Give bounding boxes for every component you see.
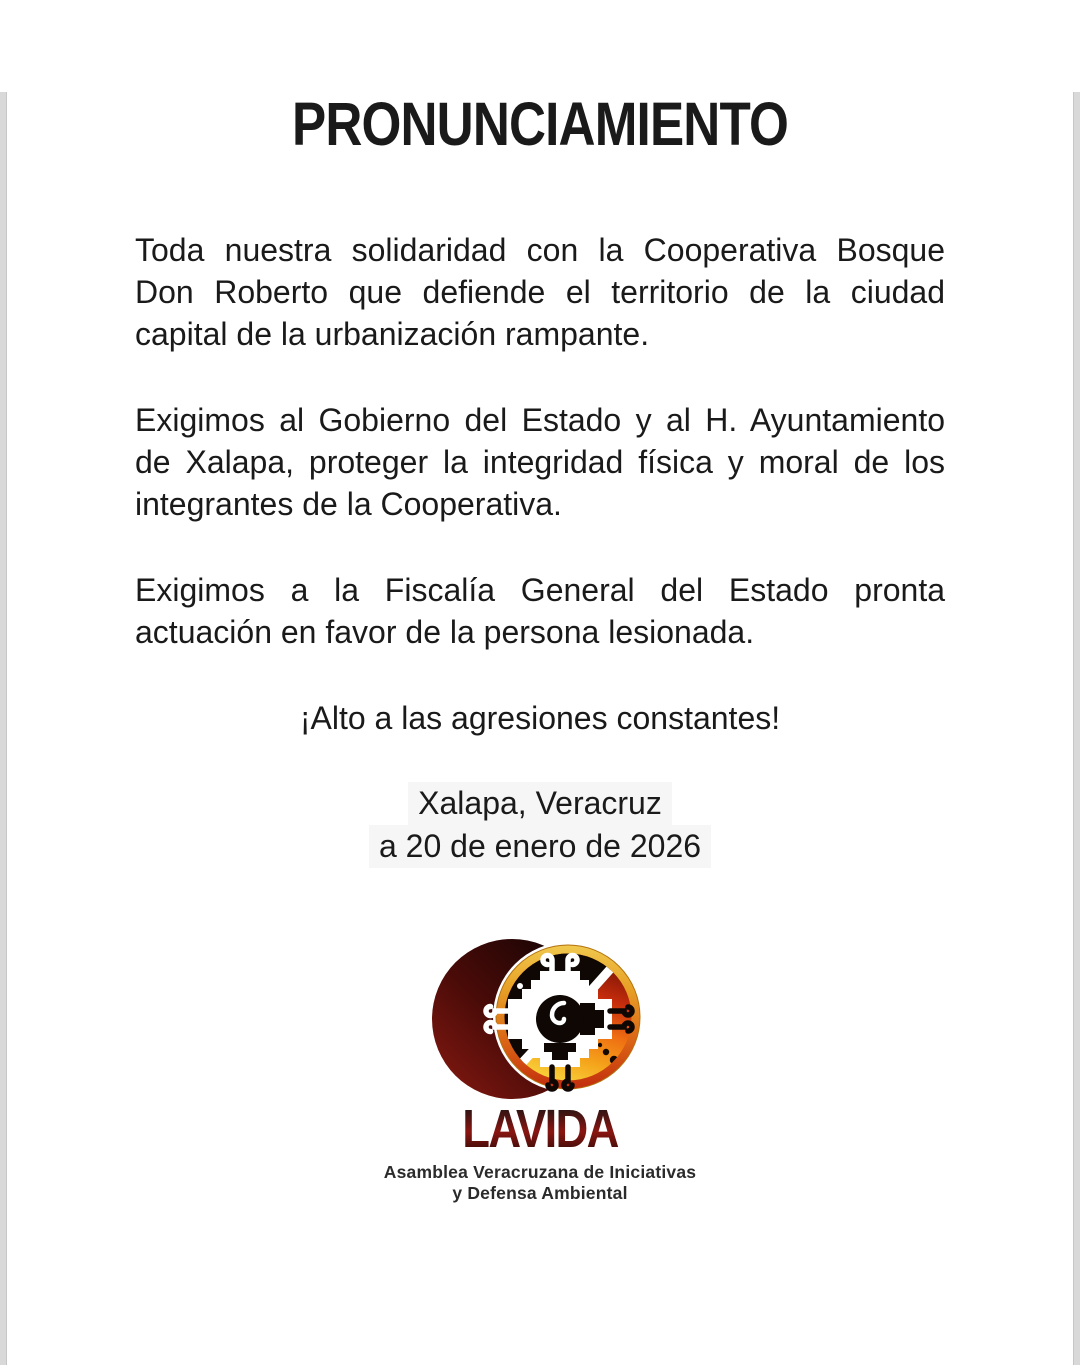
logo-subtitle-line1: Asamblea Veracruzana de Iniciativas [383,1162,697,1182]
date-text: a 20 de enero de 2026 [369,825,711,868]
place-line [135,782,945,825]
slogan-line: ¡Alto a las agresiones constantes! [299,700,781,736]
paragraph-line: capital de la urbanización rampante. [135,316,650,352]
paragraph-line: actuación en favor de la persona lesionada. [135,614,755,650]
logo-subtitle-line2: y Defensa Ambiental [452,1183,628,1203]
paragraph-line: Exigimos a la Fiscalía General del Estado pronta [135,572,945,608]
paragraph-demand-prosecutor [135,569,945,653]
paragraph-line: Exigimos al Gobierno del Estado y al H. Ayuntamiento [135,402,945,438]
lavida-logo [135,933,945,1204]
date-line [135,825,945,868]
page-edge-right [1073,92,1080,1365]
paragraph-demand-government [135,399,945,525]
paragraph-line: integrantes de la Cooperativa. [135,486,562,522]
lavida-wordmark: LAVIDA [200,1103,880,1155]
page-edge-left [0,92,7,1365]
paragraph-solidarity [135,229,945,355]
paragraph-line: Toda nuestra solidaridad con la Cooperativa Bosque [135,232,945,268]
place-text: Xalapa, Veracruz [408,782,672,825]
page-title: PRONUNCIAMIENTO [291,90,789,158]
paragraph-line: Don Roberto que defiende el territorio de la ciudad [135,274,945,310]
pronouncement-document [0,92,1080,1204]
paragraph-line: de Xalapa, proteger la integridad física y moral de los [135,444,945,480]
hunab-ku-emblem-icon [430,933,650,1103]
